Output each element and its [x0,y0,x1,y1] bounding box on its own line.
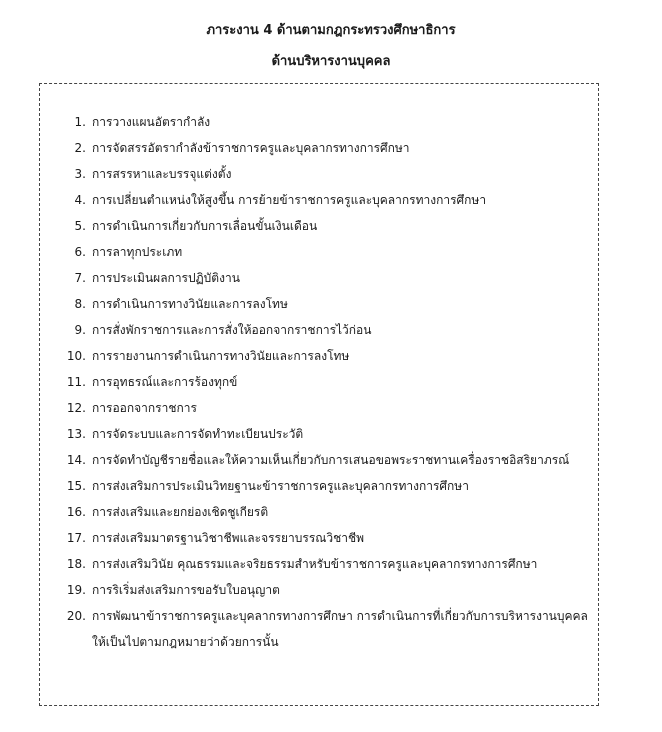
item-number: 17. [66,531,86,545]
list-item [63,577,593,603]
item-text: การออกจากราชการ [92,401,197,415]
item-number: 18. [66,557,86,571]
item-text: การจัดสรรอัตรากำลังข้าราชการครูและบุคลากรทางการศึกษา [92,141,410,155]
list-item [63,551,593,577]
list-item [63,161,593,187]
list-item [63,369,593,395]
item-text: การอุทธรณ์และการร้องทุกข์ [92,375,238,389]
item-text: การส่งเสริมการประเมินวิทยฐานะข้าราชการครูและบุคลากรทางการศึกษา [92,479,469,493]
list-item [63,395,593,421]
item-number: 2. [74,141,86,155]
list-item [63,343,593,369]
document-subtitle: ด้านบริหารงานบุคคล [271,54,391,69]
item-text: การรายงานการดำเนินการทางวินัยและการลงโทษ [92,349,350,363]
list-item [63,187,593,213]
list-item [63,239,593,265]
item-text: การดำเนินการทางวินัยและการลงโทษ [92,297,288,311]
item-number: 9. [74,323,86,337]
item-text: การจัดทำบัญชีรายชื่อและให้ความเห็นเกี่ยวกับการเสนอขอพระราชทานเครื่องราชอิสริยาภรณ์ [92,453,570,467]
item-text: การริเริ่มส่งเสริมการขอรับใบอนุญาต [92,583,280,597]
item-number: 1. [74,115,86,129]
item-number: 10. [66,349,86,363]
item-text: การสรรหาและบรรจุแต่งตั้ง [92,167,232,181]
item-number: 7. [74,271,86,285]
list-item [63,447,593,473]
item-number: 20. [66,609,86,623]
item-text: การสั่งพักราชการและการสั่งให้ออกจากราชการไว้ก่อน [92,323,372,337]
duty-list [63,109,593,655]
item-number: 11. [66,375,86,389]
item-number: 8. [74,297,86,311]
list-item [63,265,593,291]
item-number: 4. [74,193,86,207]
item-number: 3. [74,167,86,181]
item-number: 15. [66,479,86,493]
item-text: การส่งเสริมมาตรฐานวิชาชีพและจรรยาบรรณวิชาชีพ [92,531,365,545]
list-item [63,291,593,317]
item-text: การวางแผนอัตรากำลัง [92,115,211,129]
document-title: ภาระงาน 4 ด้านตามกฎกระทรวงศึกษาธิการ [206,23,456,38]
item-text: การเปลี่ยนตำแหน่งให้สูงขึ้น การย้ายข้าราชการครูและบุคลากรทางการศึกษา [92,193,487,207]
list-item [63,525,593,551]
item-number: 6. [74,245,86,259]
item-number: 16. [66,505,86,519]
item-text: การประเมินผลการปฏิบัติงาน [92,271,240,285]
item-number: 12. [66,401,86,415]
list-item [63,603,593,655]
item-number: 5. [74,219,86,233]
item-number: 19. [66,583,86,597]
list-item [63,317,593,343]
list-item [63,135,593,161]
list-item [63,213,593,239]
item-text: การดำเนินการเกี่ยวกับการเลื่อนขั้นเงินเดือน [92,219,318,233]
list-item [63,473,593,499]
list-item [63,499,593,525]
item-text: การพัฒนาข้าราชการครูและบุคลากรทางการศึกษา การดำเนินการที่เกี่ยวกับการบริหารงานบุคคลให้เป็นไปตามกฎหมายว่าด้วยการนั้น [92,609,588,649]
item-number: 13. [66,427,86,441]
list-item [63,421,593,447]
item-number: 14. [66,453,86,467]
item-text: การจัดระบบและการจัดทำทะเบียนประวัติ [92,427,304,441]
item-text: การส่งเสริมและยกย่องเชิดชูเกียรติ [92,505,269,519]
item-text: การส่งเสริมวินัย คุณธรรมและจริยธรรมสำหรับข้าราชการครูและบุคลากรทางการศึกษา [92,557,538,571]
list-item [63,109,593,135]
item-text: การลาทุกประเภท [92,245,183,259]
